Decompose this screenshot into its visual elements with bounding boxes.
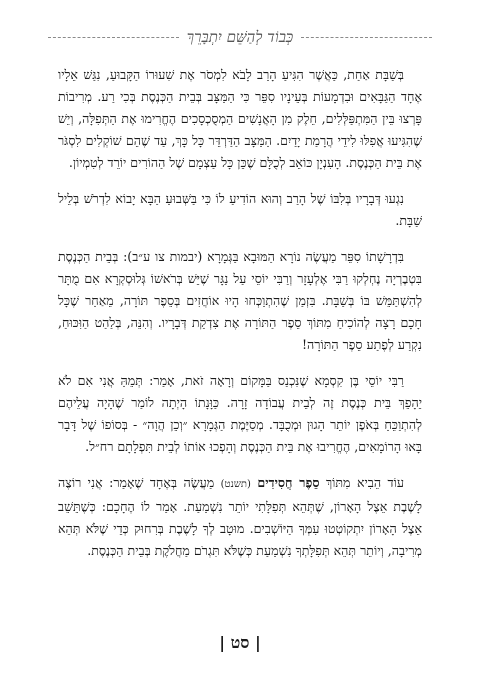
paragraph-2: נִגְעוּ דְּבָרָיו בְּלִבּוֹ שֶׁל הָרַב וְהוּא הוֹדִיעַ לוֹ כִּי בַּשְּׁבוּעַ הַבָּא יָבוֹא לִדְרֹשׁ בְּלֵיל שַׁבָּת. [58, 191, 422, 228]
paragraph-3: בִּדְרָשָׁתוֹ סִפֵּר מַעֲשֶׂה נוֹרָא הַמּוּבָא בַּגְּמָרָא (יבמות צו ע״ב): בְּבֵית הַכְּנֶסֶת בִּטְבֶרְיָה נֶחְלְקוּ רַבִּי אֶלְעָזָר וְרַבִּי יוֹסֵי עַל נַגָּר שֶׁיֵּשׁ בְּרֹאשׁוֹ גְּלוּסְקְרָא אִם מֻתָּר לְהִשְׁתַּמֵּשׁ בּוֹ בְּשַׁבָּת. בִּזְמַן שֶׁהִתְוַכְּחוּ הָיוּ אוֹחֲזִים בְּסֵפֶר תּוֹרָה, מֵאַחַר שֶׁכָּל חָכָם רָצָה לְהוֹכִיחַ מִתּוֹךְ סֵפֶר הַתּוֹרָה אֶת צִדְקַת דְּבָרָיו. וְהִנֵּה, בְּלַהַט הַוִּכּוּחַ, נִקְרַע לְפֶתַע סֵפֶר הַתּוֹרָה! [58, 249, 422, 352]
page-number: | סט | [219, 633, 261, 652]
header-rule-right [301, 37, 432, 38]
paragraph-4: רַבִּי יוֹסֵי בֶּן קִסְמָא שֶׁנִּכְנַס בַּמָּקוֹם וְרָאָה זֹאת, אָמַר: תְּמֵהַּ אֲנִי אִם לֹא יֵהָפֵךְ בֵּית כְּנֶסֶת זֶה לְבֵית עֲבוֹדָה זָרָה. כַּוָּנָתוֹ הָיְתָה לוֹמַר שֶׁהָיָה עֲלֵיהֶם לְהִתְוַכֵּחַ בְּאֹפֶן יוֹתֵר הָגוּן וּמְכֻבָּד. מְסַיֶּמֶת הַגְּמָרָא ״וְכֵן הֲוָה״ - בְּסוֹפוֹ שֶׁל דָּבָר בָּאוּ הָרוֹמָאִים, הֶחֱרִיבוּ אֶת בֵּית הַכְּנֶסֶת וְהָפְכוּ אוֹתוֹ לְבֵית תִּפְלָתָם רח״ל. [58, 373, 422, 454]
running-header [48, 26, 432, 48]
body-text [58, 64, 422, 576]
book-title: סֵפֶר חֲסִידִים [257, 475, 320, 490]
paragraph-5-intro: עוֹד הֵבִיא מִתּוֹךְ [325, 475, 404, 490]
header-rule-left [48, 37, 179, 38]
header-title: כְּבוֹד לְהַשֵּׁם יִתְבָּרֵךְ [186, 27, 294, 46]
paragraph-5-body: מַעֲשֶׂה בְּאֶחָד שֶׁאָמַר: אֲנִי רוֹצֶה לָשֶׁבֶת אֵצֶל הָאָרוֹן, שֶׁתְּהֵא תְּפִלָּתִי יוֹתֵר נִשְׁמַעַת. אָמַר לוֹ הֶחָכָם: כְּשֶׁתֵּשֵׁב אֵצֶל הָאָרוֹן יִתְקוֹטְטוּ עִמְּךָ הַיּוֹשְׁבִים. מוּטָב לְךָ לָשֶׁבֶת בְּרִחוּק כְּדֵי שֶׁלֹּא תְּהֵא מְרִיבָה, וְיוֹתֵר תְּהֵא תְּפִלָּתְךָ נִשְׁמַעַת כְּשֶׁלֹּא תִּגְרֹם מַחֲלֹקֶת בְּבֵית הַכְּנֶסֶת. [58, 475, 422, 558]
paragraph-5 [58, 472, 422, 562]
source-note: (תשנט) [220, 479, 251, 490]
paragraph-1: בְּשַׁבָּת אַחַת, כַּאֲשֶׁר הִגִּיעַ הָרַב לָבֹא לִמְסֹר אֶת שִׁעוּרוֹ הַקָּבוּעַ, נִגַּשׁ אֵלָיו אֶחָד הַגַּבָּאִים וּבִדְמָעוֹת בְּעֵינָיו סִפֵּר כִּי הַמַּצָּב בְּבֵית הַכְּנֶסֶת בְּכִי רַע. מְרִיבוֹת פָּרְצוּ בֵּין הַמִּתְפַּלְּלִים, חֵלֶק מִן הָאֲנָשִׁים הַמְסֻכְסָכִים הֶחֱרִימוּ אֶת הַתְּפִלָּה, וְיֵשׁ שֶׁהִגִּיעוּ אֲפִלּוּ לִידֵי הֲרָמַת יָדַיִם. הַמַּצָּב הַדַּרְדֵּר כָּל כָּךְ, עַד שֶׁהֵם שׁוֹקְלִים לִסְגֹּר אֶת בֵּית הַכְּנֶסֶת. הָעִנְיָן כּוֹאֵב לְכֻלָּם שֶׁכֵּן כָּל עַצְמָם שֶׁל הַהוֹרִים יוֹרֵד לְטִמְיוֹן. [58, 67, 422, 170]
